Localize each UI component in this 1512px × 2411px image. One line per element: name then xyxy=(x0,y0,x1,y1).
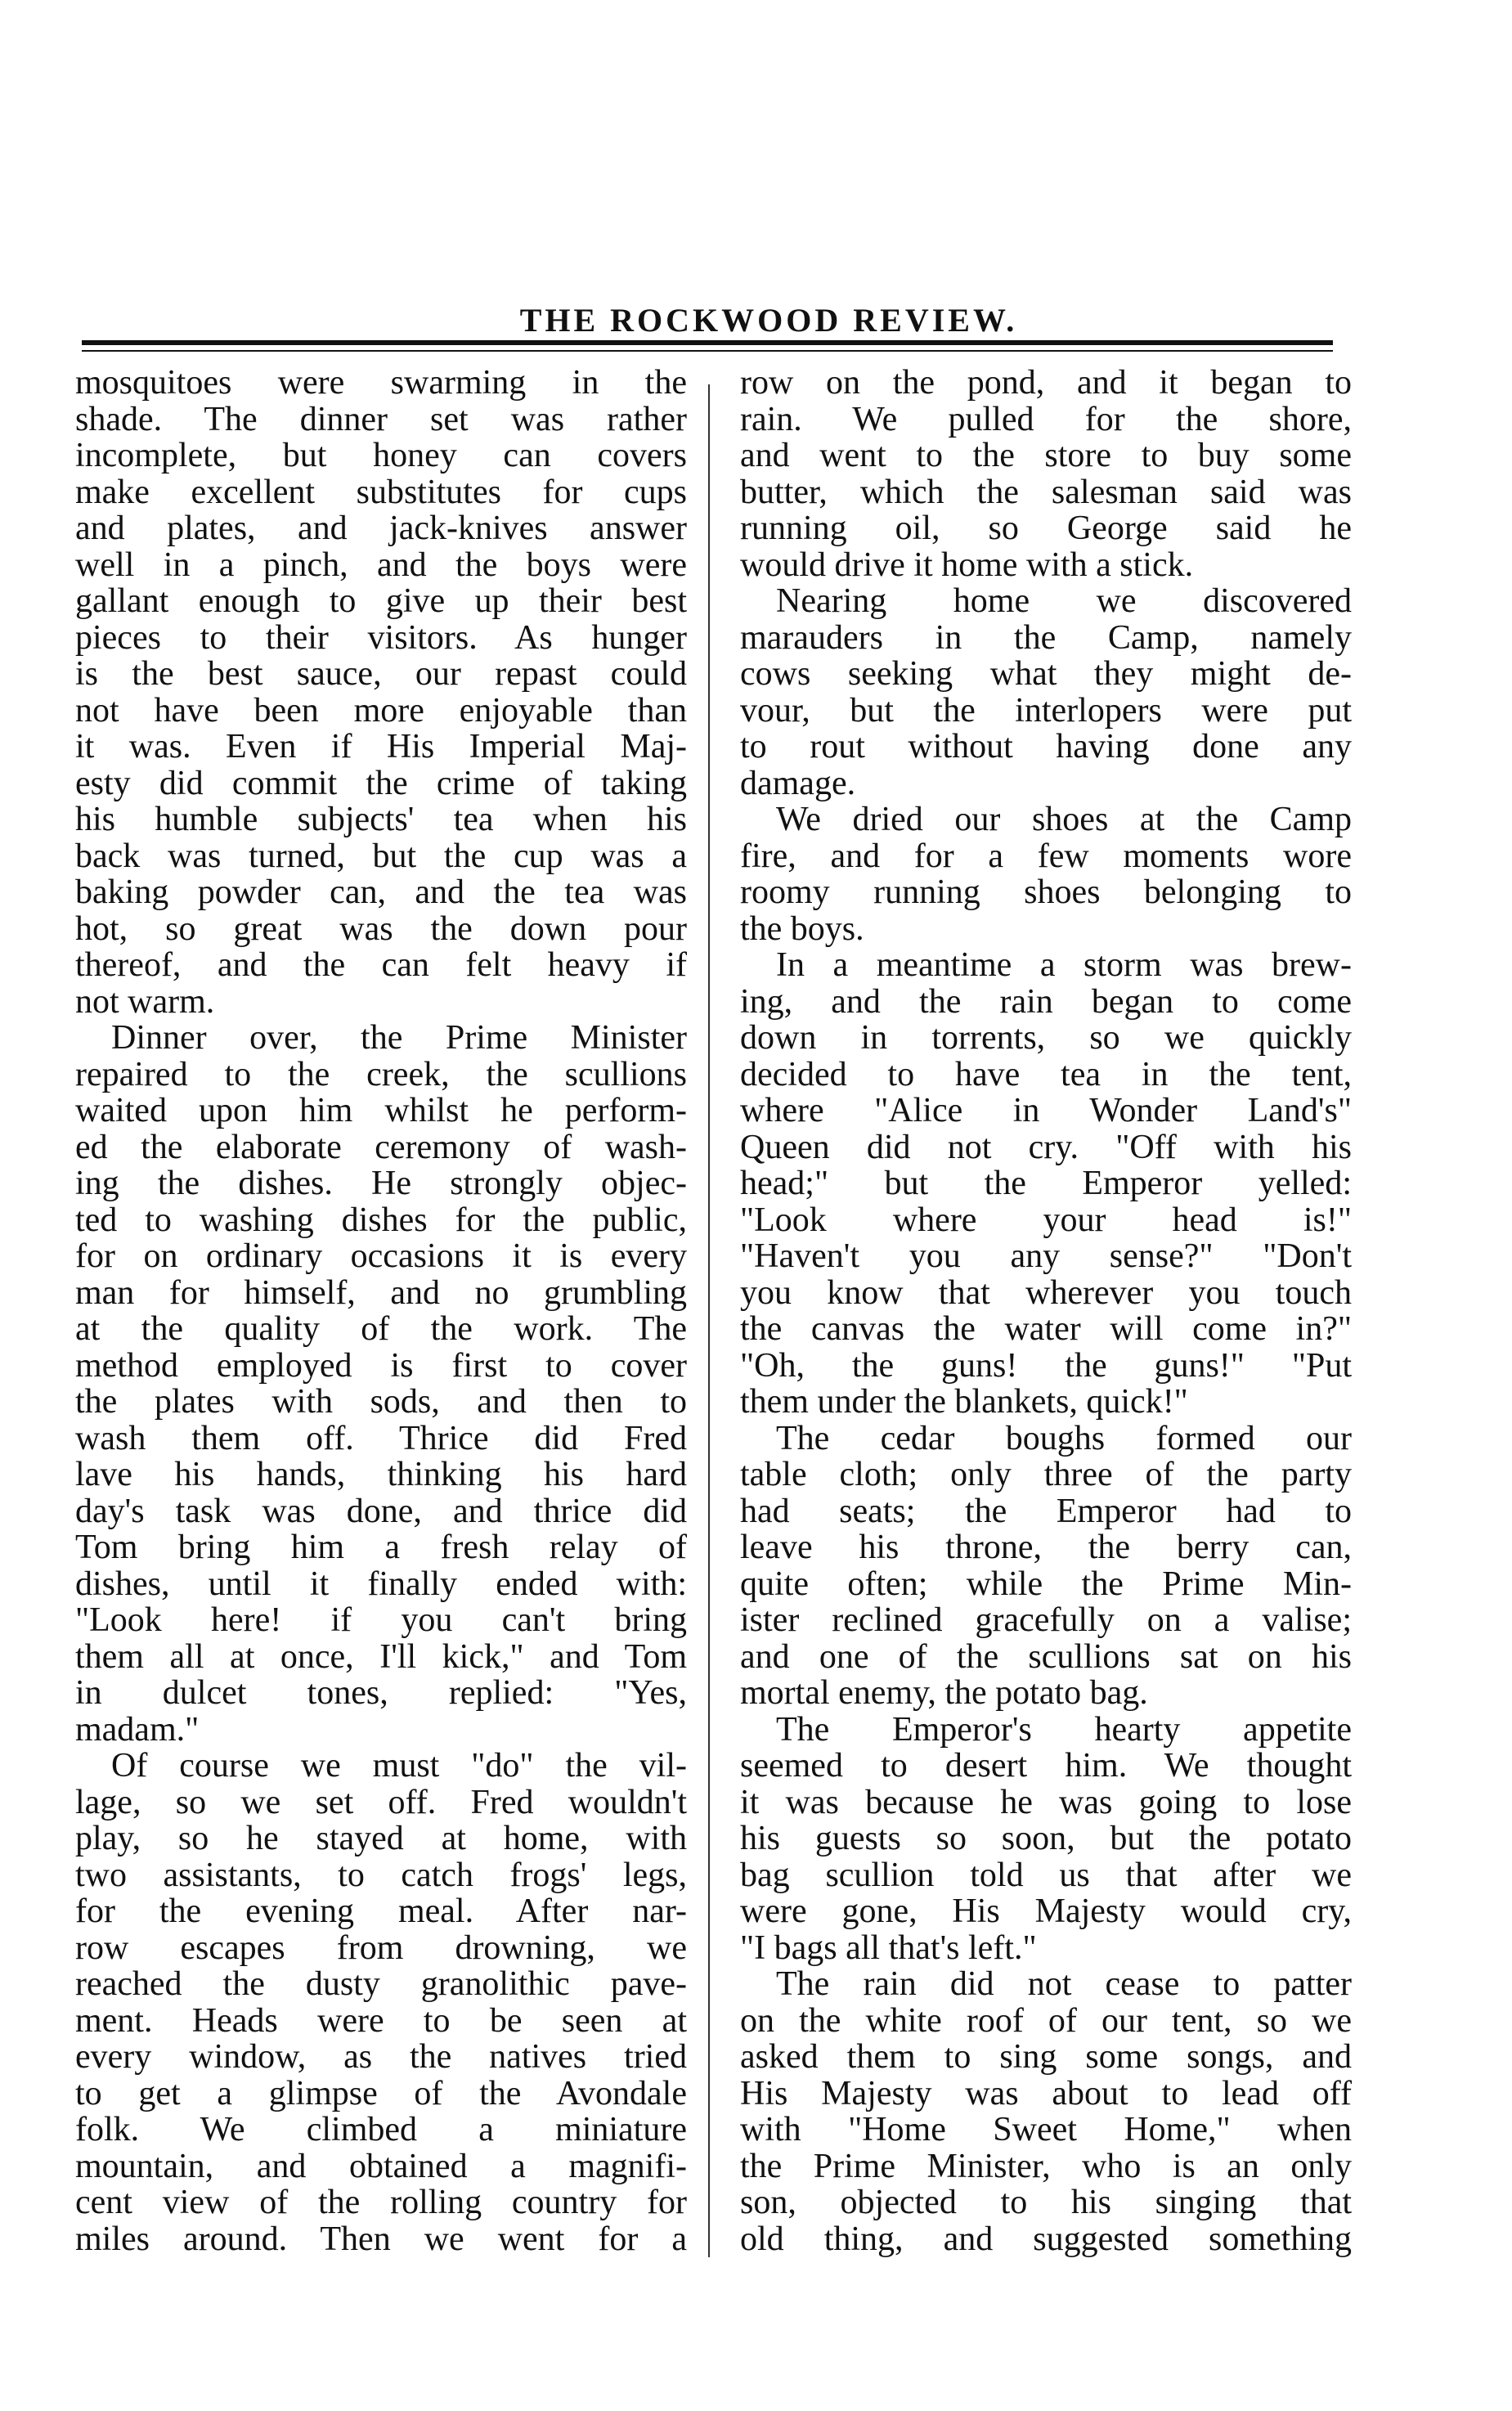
right-column xyxy=(740,365,1352,2257)
text-line: esty did commit the crime of taking xyxy=(75,765,687,801)
text-line: row escapes from drowning, we xyxy=(75,1929,687,1966)
text-line: ister reclined gracefully on a valise; xyxy=(740,1602,1352,1639)
text-line: shade. The dinner set was rather xyxy=(75,401,687,438)
text-line: dishes, until it finally ended with: xyxy=(75,1565,687,1602)
text-line: at the quality of the work. The xyxy=(75,1311,687,1348)
text-line: table cloth; only three of the party xyxy=(740,1457,1352,1493)
text-line: the Prime Minister, who is an only xyxy=(740,2148,1352,2184)
header-rule-thin xyxy=(82,350,1333,352)
text-line: and went to the store to buy some xyxy=(740,438,1352,474)
text-line: old thing, and suggested something xyxy=(740,2220,1352,2257)
text-line: the canvas the water will come in?" xyxy=(740,1311,1352,1348)
text-line: it was because he was going to lose xyxy=(740,1784,1352,1821)
text-line: In a meantime a storm was brew- xyxy=(776,947,1352,984)
text-line: ing, and the rain began to come xyxy=(740,983,1352,1020)
text-line: running oil, so George said he xyxy=(740,510,1352,547)
text-line: lave his hands, thinking his hard xyxy=(75,1457,687,1493)
text-line: mountain, and obtained a magnifi- xyxy=(75,2148,687,2184)
text-line: "I bags all that's left." xyxy=(740,1929,1037,1966)
text-line: "Haven't you any sense?" "Don't xyxy=(740,1238,1352,1275)
text-line: roomy running shoes belonging to xyxy=(740,874,1352,911)
left-column xyxy=(75,365,687,2257)
text-line: ment. Heads were to be seen at xyxy=(75,2002,687,2039)
text-line: would drive it home with a stick. xyxy=(740,546,1194,583)
text-line: pieces to their visitors. As hunger xyxy=(75,619,687,656)
text-line: "Look here! if you can't bring xyxy=(75,1602,687,1639)
header-rule-thick xyxy=(82,340,1333,345)
text-line: where "Alice in Wonder Land's" xyxy=(740,1093,1352,1129)
text-line: for the evening meal. After nar- xyxy=(75,1893,687,1930)
text-line: not warm. xyxy=(75,983,215,1020)
text-line: "Look where your head is!" xyxy=(740,1201,1352,1238)
text-line: His Majesty was about to lead off xyxy=(740,2075,1352,2112)
text-line: play, so he stayed at home, with xyxy=(75,1821,687,1857)
text-line: his humble subjects' tea when his xyxy=(75,801,687,838)
text-line: man for himself, and no grumbling xyxy=(75,1274,687,1311)
text-line: them under the blankets, quick!" xyxy=(740,1384,1188,1421)
text-line: head;" but the Emperor yelled: xyxy=(740,1165,1352,1202)
text-line: butter, which the salesman said was xyxy=(740,474,1352,510)
text-line: ted to washing dishes for the public, xyxy=(75,1201,687,1238)
text-line: on the white roof of our tent, so we xyxy=(740,2002,1352,2039)
text-line: The rain did not cease to patter xyxy=(776,1966,1352,2003)
column-divider xyxy=(708,384,710,2257)
text-line: Of course we must "do" the vil- xyxy=(111,1748,687,1785)
text-line: make excellent substitutes for cups xyxy=(75,474,687,510)
text-line: gallant enough to give up their best xyxy=(75,583,687,620)
text-line: madam." xyxy=(75,1711,200,1748)
text-line: had seats; the Emperor had to xyxy=(740,1493,1352,1529)
text-line: for on ordinary occasions it is every xyxy=(75,1238,687,1275)
text-line: leave his throne, the berry can, xyxy=(740,1529,1352,1566)
text-line: reached the dusty granolithic pave- xyxy=(75,1966,687,2003)
text-line: is the best sauce, our repast could xyxy=(75,656,687,693)
text-line: son, objected to his singing that xyxy=(740,2184,1352,2221)
text-line: cows seeking what they might de- xyxy=(740,656,1352,693)
text-line: them all at once, I'll kick," and Tom xyxy=(75,1638,687,1675)
text-line: were gone, His Majesty would cry, xyxy=(740,1893,1352,1930)
text-line: day's task was done, and thrice did xyxy=(75,1493,687,1529)
text-line: marauders in the Camp, namely xyxy=(740,619,1352,656)
text-line: back was turned, but the cup was a xyxy=(75,837,687,874)
text-line: to rout without having done any xyxy=(740,729,1352,766)
text-line: baking powder can, and the tea was xyxy=(75,874,687,911)
text-line: ed the elaborate ceremony of wash- xyxy=(75,1129,687,1165)
text-line: cent view of the rolling country for xyxy=(75,2184,687,2221)
text-line: his guests so soon, but the potato xyxy=(740,1821,1352,1857)
text-line: vour, but the interlopers were put xyxy=(740,692,1352,729)
text-line: hot, so great was the down pour xyxy=(75,910,687,947)
text-line: ing the dishes. He strongly objec- xyxy=(75,1165,687,1202)
text-line: thereof, and the can felt heavy if xyxy=(75,947,687,984)
text-line: fire, and for a few moments wore xyxy=(740,837,1352,874)
text-line: every window, as the natives tried xyxy=(75,2039,687,2076)
text-line: rain. We pulled for the shore, xyxy=(740,401,1352,438)
text-line: folk. We climbed a miniature xyxy=(75,2112,687,2148)
text-line: row on the pond, and it began to xyxy=(740,365,1352,402)
text-line: in dulcet tones, replied: "Yes, xyxy=(75,1675,687,1712)
text-line: Tom bring him a fresh relay of xyxy=(75,1529,687,1566)
text-line: quite often; while the Prime Min- xyxy=(740,1565,1352,1602)
text-line: The Emperor's hearty appetite xyxy=(776,1711,1352,1748)
text-line: miles around. Then we went for a xyxy=(75,2220,687,2257)
text-line: bag scullion told us that after we xyxy=(740,1857,1352,1893)
text-line: two assistants, to catch frogs' legs, xyxy=(75,1857,687,1893)
text-line: decided to have tea in the tent, xyxy=(740,1056,1352,1093)
text-line: down in torrents, so we quickly xyxy=(740,1020,1352,1057)
text-line: damage. xyxy=(740,765,856,801)
text-line: lage, so we set off. Fred wouldn't xyxy=(75,1784,687,1821)
text-line: and one of the scullions sat on his xyxy=(740,1638,1352,1675)
text-line: to get a glimpse of the Avondale xyxy=(75,2075,687,2112)
text-line: The cedar boughs formed our xyxy=(776,1420,1352,1457)
text-line: incomplete, but honey can covers xyxy=(75,438,687,474)
text-line: not have been more enjoyable than xyxy=(75,692,687,729)
text-line: asked them to sing some songs, and xyxy=(740,2039,1352,2076)
text-line: and plates, and jack-knives answer xyxy=(75,510,687,547)
text-line: Nearing home we discovered xyxy=(776,583,1352,620)
text-line: waited upon him whilst he perform- xyxy=(75,1093,687,1129)
text-line: Queen did not cry. "Off with his xyxy=(740,1129,1352,1165)
text-line: with "Home Sweet Home," when xyxy=(740,2112,1352,2148)
text-line: repaired to the creek, the scullions xyxy=(75,1056,687,1093)
text-line: well in a pinch, and the boys were xyxy=(75,546,687,583)
text-line: the boys. xyxy=(740,910,864,947)
text-line: We dried our shoes at the Camp xyxy=(776,801,1352,838)
running-header: THE ROCKWOOD REVIEW. xyxy=(519,302,1018,339)
text-line: seemed to desert him. We thought xyxy=(740,1748,1352,1785)
text-line: it was. Even if His Imperial Maj- xyxy=(75,729,687,766)
text-line: wash them off. Thrice did Fred xyxy=(75,1420,687,1457)
text-line: the plates with sods, and then to xyxy=(75,1384,687,1421)
text-line: method employed is first to cover xyxy=(75,1347,687,1384)
text-line: mortal enemy, the potato bag. xyxy=(740,1675,1148,1712)
text-line: "Oh, the guns! the guns!" "Put xyxy=(740,1347,1352,1384)
text-line: Dinner over, the Prime Minister xyxy=(111,1020,687,1057)
text-line: you know that wherever you touch xyxy=(740,1274,1352,1311)
text-line: mosquitoes were swarming in the xyxy=(75,365,687,402)
